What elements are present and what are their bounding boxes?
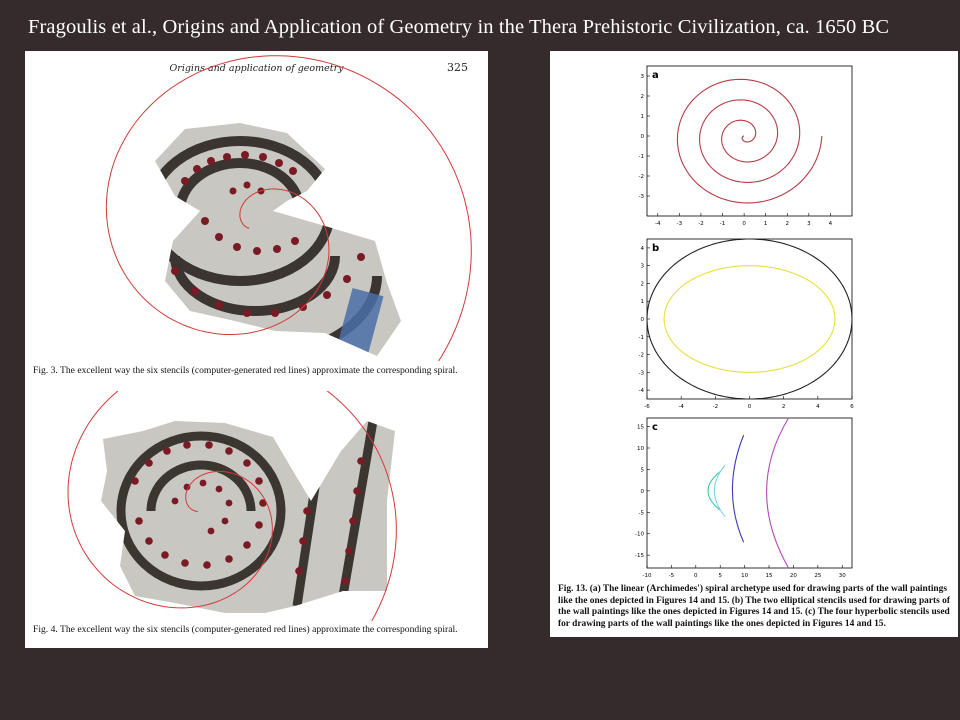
y-tick-label: 15 [637,424,644,431]
series-b-1 [664,266,835,373]
y-tick-label: 5 [640,467,644,474]
y-tick-label: 3 [640,74,644,80]
x-tick-label: 6 [850,404,854,410]
x-tick-label: 0 [742,221,746,227]
x-tick-label: 20 [789,573,797,579]
x-tick-label: -6 [644,404,650,410]
plot-frame [647,418,852,568]
x-tick-label: 3 [807,221,811,227]
y-tick-label: 0 [640,134,644,140]
fig13-charts [550,51,958,581]
y-tick-label: 1 [640,299,644,306]
fig3-fresco-image [25,51,488,361]
fig13-panel-a [639,66,852,227]
x-tick-label: -2 [698,221,704,227]
y-tick-label: -1 [638,334,644,341]
x-tick-label: 2 [781,404,786,410]
series-c-3 [767,418,789,568]
left-page-scan [25,51,488,648]
series-c-2 [732,435,743,542]
series-a-0 [677,79,821,203]
x-tick-label: -4 [655,221,661,227]
x-tick-label: 1 [763,221,768,227]
fig13-caption: Fig. 13. (a) The linear (Archimedes') spiral archetype used for drawing parts of the wall paintings like the ones depicted in Figures 14 and 15. (b) The two elliptical stencils used for drawing parts of the wall paintings like the ones depicted in Figures 14 and 15. (c) The four hyperbolic stencils used for drawing parts of the wall paintings like the ones depicted in Figures 14 and 15. [558,584,950,629]
x-tick-label: 5 [718,573,722,579]
fig13-panel-b [639,239,855,410]
x-tick-label: -10 [642,573,652,579]
y-tick-label: -3 [638,370,644,377]
y-tick-label: 0 [640,317,644,323]
x-tick-label: 30 [838,573,846,579]
panel-label: c [652,422,658,433]
y-tick-label: -10 [635,531,644,538]
x-tick-label: -4 [678,404,684,410]
y-tick-label: 1 [640,114,644,120]
series-b-0 [647,239,852,399]
x-tick-label: 10 [741,573,749,579]
fig4-fresco-image [25,391,488,621]
x-tick-label: 15 [765,573,773,579]
plot-frame [647,239,852,399]
y-tick-label: -2 [638,174,644,180]
y-tick-label: -3 [638,194,644,200]
x-tick-label: 0 [747,404,752,410]
series-c-1 [714,465,725,516]
y-tick-label: 2 [640,281,644,288]
y-tick-label: -2 [638,352,644,359]
panel-label: b [652,243,660,254]
y-tick-label: -4 [638,388,644,395]
x-tick-label: -1 [719,221,726,227]
running-head: Origins and application of geometry [169,63,344,74]
y-tick-label: 2 [640,94,644,100]
x-tick-label: 4 [828,221,833,227]
y-tick-label: -15 [635,553,644,560]
x-tick-label: 0 [694,573,698,579]
x-tick-label: -3 [676,221,683,227]
fig13-panel-c [635,418,852,579]
right-page-scan [550,51,958,637]
slide-title: Fragoulis et al., Origins and Application of Geometry in the Thera Prehistoric Civilization, ca. 1650 BC [28,16,890,38]
fig3-caption: Fig. 3. The excellent way the six stencils (computer-generated red lines) approximate the corresponding spiral. [33,365,458,376]
x-tick-label: 4 [816,404,820,410]
x-tick-label: 2 [785,221,790,227]
y-tick-label: 10 [637,446,644,452]
y-tick-label: -1 [638,154,644,160]
x-tick-label: 25 [814,573,822,579]
panel-label: a [652,70,659,81]
y-tick-label: 4 [640,245,644,252]
y-tick-label: 3 [640,263,644,270]
x-tick-label: -5 [668,573,675,579]
y-tick-label: -5 [638,510,644,517]
x-tick-label: -2 [712,404,719,410]
page-number: 325 [447,61,468,74]
fig4-caption: Fig. 4. The excellent way the six stencils (computer-generated red lines) approximate the corresponding spiral. [33,624,458,635]
y-tick-label: 0 [640,488,644,495]
